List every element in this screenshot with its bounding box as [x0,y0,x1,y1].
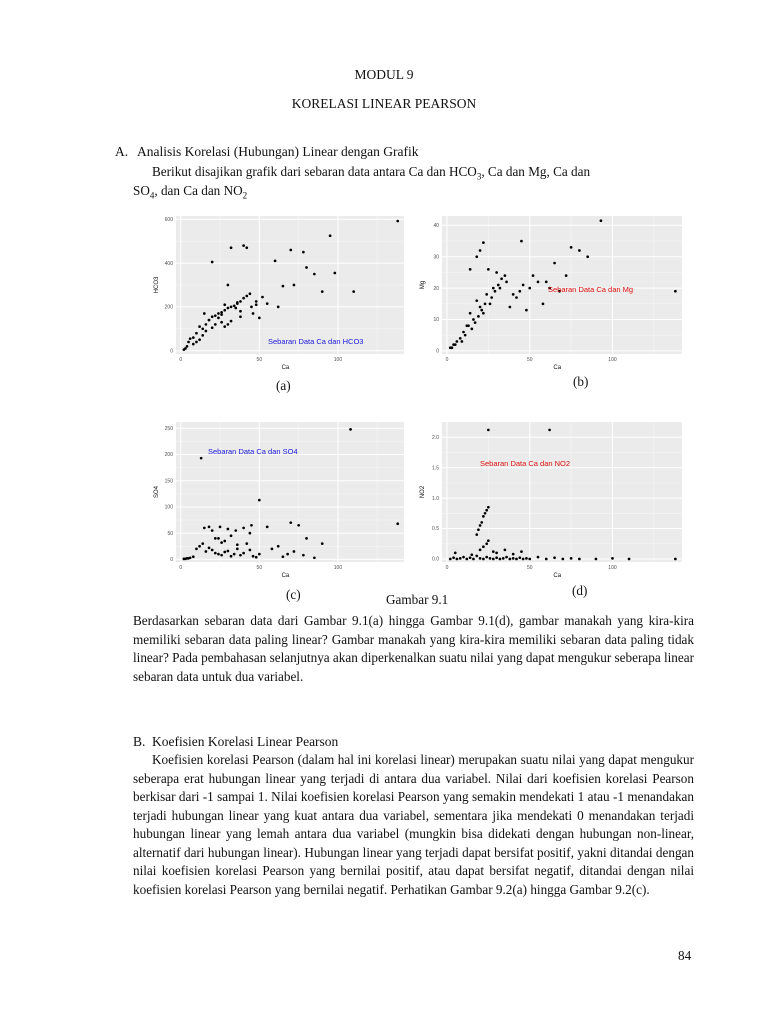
section-a-number: A. [115,144,129,159]
x-tick-label: 50 [256,565,263,571]
x-tick-label: 100 [333,357,343,363]
section-b-heading: Koefisien Korelasi Linear Pearson [152,734,339,749]
data-point [220,554,223,557]
data-point [490,296,493,299]
data-point [302,251,305,254]
data-point [495,271,498,274]
data-point [252,312,255,315]
data-point [195,332,198,335]
data-point [214,537,217,540]
data-point [482,241,485,244]
data-point [480,521,483,524]
data-point [321,542,324,545]
scatter-panel-a [140,212,410,372]
data-point [236,302,239,305]
panel-label-a: (a) [276,378,291,393]
scatter-panel-c [140,416,410,582]
data-point [192,343,195,346]
data-point [553,262,556,265]
data-point [242,527,245,530]
data-point [485,542,488,545]
data-point [479,548,482,551]
data-point [214,323,217,326]
data-point [305,266,308,269]
data-point [505,556,508,559]
data-point [261,296,264,299]
plot-annotation: Sebaran Data Ca dan Mg [548,285,634,294]
page-title: KORELASI LINEAR PEARSON [291,96,477,111]
data-point [211,529,214,532]
data-point [520,550,523,553]
data-point [518,556,521,559]
x-tick-label: 50 [526,357,533,363]
y-tick-label: 10 [433,317,439,324]
data-point [528,287,531,290]
x-axis-label: Ca [553,573,562,579]
data-point [208,546,211,549]
data-point [230,320,233,323]
data-point [470,328,473,331]
data-point [289,521,292,524]
data-point [487,506,490,509]
data-point [475,255,478,258]
data-point [198,325,201,328]
data-point [396,220,399,223]
section-b-number: B. [133,734,146,749]
data-point [456,340,459,343]
x-tick-label: 0 [445,565,449,571]
scatter-panel-d [412,416,688,582]
data-point [464,334,467,337]
data-point [492,550,495,553]
data-point [198,338,201,341]
data-point [233,553,236,556]
data-point [227,284,230,287]
data-point [509,306,512,309]
data-point [208,319,211,322]
data-point [201,542,204,545]
data-point [183,558,186,561]
data-point [220,321,223,324]
data-point [220,541,223,544]
data-point [227,550,230,553]
data-point [485,556,488,559]
data-point [242,552,245,555]
data-point [192,336,195,339]
data-point [512,557,515,560]
data-point [600,219,603,222]
data-point [505,281,508,284]
data-point [497,284,500,287]
data-point [227,323,230,326]
data-point [293,550,296,553]
data-point [271,548,274,551]
data-point [223,540,226,543]
y-tick-label: 20 [433,285,439,292]
data-point [203,312,206,315]
data-point [245,246,248,249]
data-point [230,306,233,309]
data-point [480,309,483,312]
data-point [266,526,269,529]
data-point [286,553,289,556]
x-axis-label: Ca [281,573,290,579]
data-point [528,558,531,561]
x-tick-label: 0 [445,357,449,363]
data-point [449,346,452,349]
y-axis-label: NO2 [420,485,426,499]
data-point [258,553,261,556]
data-point [454,552,457,555]
data-point [537,281,540,284]
y-tick-label: 1.0 [432,495,439,502]
data-point [462,556,465,559]
data-point [628,558,631,561]
data-point [186,345,189,348]
data-point [236,543,239,546]
data-point [495,556,498,559]
data-point [274,260,277,263]
data-point [223,325,226,328]
data-point [187,341,190,344]
data-point [234,529,237,532]
data-point [217,553,220,556]
data-point [469,312,472,315]
data-point [255,300,258,303]
data-point [548,429,551,432]
data-point [520,240,523,243]
data-point [211,326,214,329]
data-point [479,306,482,309]
data-point [230,555,233,558]
x-axis-label: Ca [553,365,562,371]
plot-annotation: Sebaran Data Ca dan NO2 [480,459,571,468]
scatter-plot-ca-hco3 [140,212,410,372]
data-point [509,558,512,561]
data-point [487,429,490,432]
data-point [475,533,478,536]
data-point [198,545,201,548]
data-point [234,307,237,310]
data-point [489,557,492,560]
scatter-panel-b [412,212,688,372]
data-point [459,337,462,340]
data-point [479,524,482,527]
data-point [485,509,488,512]
data-point [487,539,490,542]
data-point [252,555,255,558]
figure-caption: Gambar 9.1 [386,592,449,607]
y-axis-label: SO4 [154,485,160,499]
data-point [223,309,226,312]
data-point [302,554,305,557]
data-point [220,313,223,316]
data-point [504,548,507,551]
data-point [477,528,480,531]
data-point [396,522,399,525]
data-point [250,306,253,309]
y-tick-label: 40 [433,223,439,230]
scatter-plot-ca-no2 [412,416,688,582]
plot-panel-background [442,422,682,562]
data-point [475,555,478,558]
data-point [242,297,245,300]
data-point [223,551,226,554]
data-point [586,255,589,258]
data-point [515,558,518,561]
y-tick-label: 0.5 [432,526,439,533]
x-tick-label: 50 [256,357,263,363]
data-point [217,317,220,320]
data-point [462,331,465,334]
data-point [487,268,490,271]
data-point [570,246,573,249]
data-point [512,553,515,556]
data-point [192,555,195,558]
data-point [249,292,252,295]
y-tick-label: 600 [164,216,173,223]
y-tick-label: 2.0 [432,434,439,441]
x-tick-label: 100 [608,357,617,363]
data-point [545,558,548,561]
data-point [482,312,485,315]
data-point [495,552,498,555]
data-point [211,549,214,552]
data-point [230,534,233,537]
data-point [214,314,217,317]
data-point [449,558,452,561]
data-point [211,261,214,264]
data-point [239,310,242,313]
plot-annotation: Sebaran Data Ca dan HCO3 [268,337,364,346]
data-point [553,556,556,559]
data-point [329,234,332,237]
data-point [502,557,505,560]
data-point [484,512,487,515]
data-point [484,302,487,305]
data-point [522,558,525,561]
data-point [203,527,206,530]
page-number: 84 [678,948,692,963]
panel-label-d: (d) [572,583,588,598]
data-point [249,532,252,535]
data-point [477,315,480,318]
x-tick-label: 50 [526,565,533,571]
data-point [479,249,482,252]
data-point [492,558,495,561]
data-point [504,274,507,277]
data-point [469,268,472,271]
data-point [200,457,203,460]
data-point [499,287,502,290]
data-point [474,321,477,324]
data-point [239,315,242,318]
panel-label-c: (c) [286,587,301,602]
data-point [183,348,186,351]
data-point [482,558,485,561]
data-point [245,542,248,545]
x-tick-label: 100 [333,565,343,571]
data-point [195,341,198,344]
data-point [249,549,252,552]
data-point [239,554,242,557]
section-a-heading: Analisis Korelasi (Hubungan) Linear dengan Grafik [137,144,419,159]
data-point [255,556,258,559]
data-point [674,290,677,293]
data-point [349,428,352,431]
data-point [201,334,204,337]
y-tick-label: 200 [164,304,173,311]
data-point [195,548,198,551]
figure-discussion-paragraph: Berdasarkan sebaran data dari Gambar 9.1(a) hingga Gambar 9.1(d), gambar manakah yang kira-kira memiliki sebaran data paling linear? Gambar manakah yang kira-kira memiliki sebaran data paling tidak linear? Pada pembahasan selanjutnya akan diperkenalkan suatu nilai yang dapat mengukur seberapa linear sebaran data untuk dua variabel. [133,613,694,684]
data-point [289,249,292,252]
data-point [479,557,482,560]
data-point [470,553,473,556]
data-point [545,281,548,284]
data-point [245,295,248,298]
x-tick-label: 0 [179,357,183,363]
data-point [578,558,581,561]
data-point [565,274,568,277]
data-point [512,293,515,296]
data-point [482,515,485,518]
y-tick-label: 0.0 [432,556,439,563]
data-point [542,302,545,305]
data-point [578,249,581,252]
section-a-intro-line2: $SO_4$, dan Ca dan $NO_2$ [133,183,248,201]
x-tick-label: 100 [608,565,617,571]
data-point [472,558,475,561]
scatter-plot-ca-mg [412,212,688,372]
data-point [494,290,497,293]
data-point [522,284,525,287]
y-tick-label: 0 [170,557,173,564]
y-tick-label: 1.5 [432,465,439,472]
data-point [266,302,269,305]
data-point [525,309,528,312]
data-point [532,274,535,277]
plot-panel-background [176,422,404,562]
data-point [258,317,261,320]
data-point [674,558,677,561]
data-point [499,558,502,561]
data-point [485,293,488,296]
data-point [352,290,355,293]
x-axis-label: Ca [281,365,290,371]
plot-annotation: Sebaran Data Ca dan SO4 [208,447,298,456]
panel-label-b: (b) [573,374,589,389]
data-point [561,558,564,561]
data-point [236,548,239,551]
data-point [282,555,285,558]
data-point [456,558,459,561]
data-point [211,315,214,318]
data-point [217,537,220,540]
data-point [258,499,261,502]
y-tick-label: 0 [436,348,439,355]
data-point [595,558,598,561]
data-point [219,526,222,529]
x-tick-label: 0 [179,565,183,571]
data-point [227,528,230,531]
data-point [321,290,324,293]
data-point [217,312,220,315]
data-point [205,330,208,333]
data-point [201,327,204,330]
data-point [461,340,464,343]
section-a-intro-line1: Berikut disajikan grafik dari sebaran data antara Ca dan $HCO_3$, Ca dan Mg, Ca dan [152,164,591,182]
y-tick-label: 150 [164,478,173,485]
data-point [255,303,258,306]
data-point [500,277,503,280]
y-axis-label: Mg [420,280,426,290]
y-tick-label: 0 [170,348,173,355]
scatter-plot-ca-so4 [140,416,410,582]
data-point [482,545,485,548]
data-point [518,290,521,293]
data-point [452,556,455,559]
data-point [452,343,455,346]
module-label: MODUL 9 [354,67,414,82]
data-point [537,556,540,559]
data-point [333,272,336,275]
data-point [223,303,226,306]
data-point [227,307,230,310]
data-point [250,524,253,527]
data-point [189,337,192,340]
data-point [467,324,470,327]
y-tick-label: 30 [433,254,439,261]
data-point [313,556,316,559]
data-point [233,304,236,307]
data-point [305,537,308,540]
data-point [611,557,614,560]
y-tick-label: 400 [164,260,173,267]
data-point [205,323,208,326]
data-point [525,557,528,560]
data-point [242,244,245,247]
y-tick-label: 200 [164,452,173,459]
data-point [475,299,478,302]
data-point [297,524,300,527]
data-point [313,273,316,276]
y-tick-label: 50 [167,530,173,537]
data-point [293,284,296,287]
y-tick-label: 100 [164,504,173,511]
data-point [492,287,495,290]
y-axis-label: HCO3 [154,276,160,294]
data-point [205,550,208,553]
data-point [277,306,280,309]
data-point [214,552,217,555]
data-point [570,557,573,560]
data-point [459,557,462,560]
y-tick-label: 250 [164,425,173,432]
data-point [472,318,475,321]
data-point [277,545,280,548]
data-point [208,526,211,529]
data-point [465,558,468,561]
data-point [239,300,242,303]
section-b-body: Koefisien korelasi Pearson (dalam hal ini korelasi linear) merupakan suatu nilai yang dapat mengukur seberapa erat hubungan linear yang terjadi di antara dua variabel. Nilai dari koefisien korelasi Pearson berkisar dari -1 sampai 1. Nilai koefisien korelasi Pearson yang semakin mendekati 1 atau -1 menandakan terjadi hubungan linear yang kuat antara dua variabel, sementara jika mendekati 0 menandakan terjadi hubungan linear yang lemah antara dua variabel (mungkin bisa didekati dengan hubungan non-linear, alternatif dari hubungan linear). Hubungan linear yang terjadi dapat bersifat positif, yakni ditandai dengan nilai koefisien korelasi Pearson yang bernilai positif, atau dapat bersifat negatif, ditandai dengan nilai koefisien korelasi Pearson yang bernilai negatif. Perhatikan Gambar 9.2(a) hingga Gambar 9.2(c). [133,752,694,897]
data-point [282,285,285,288]
data-point [515,296,518,299]
data-point [489,302,492,305]
data-point [469,556,472,559]
data-point [230,246,233,249]
